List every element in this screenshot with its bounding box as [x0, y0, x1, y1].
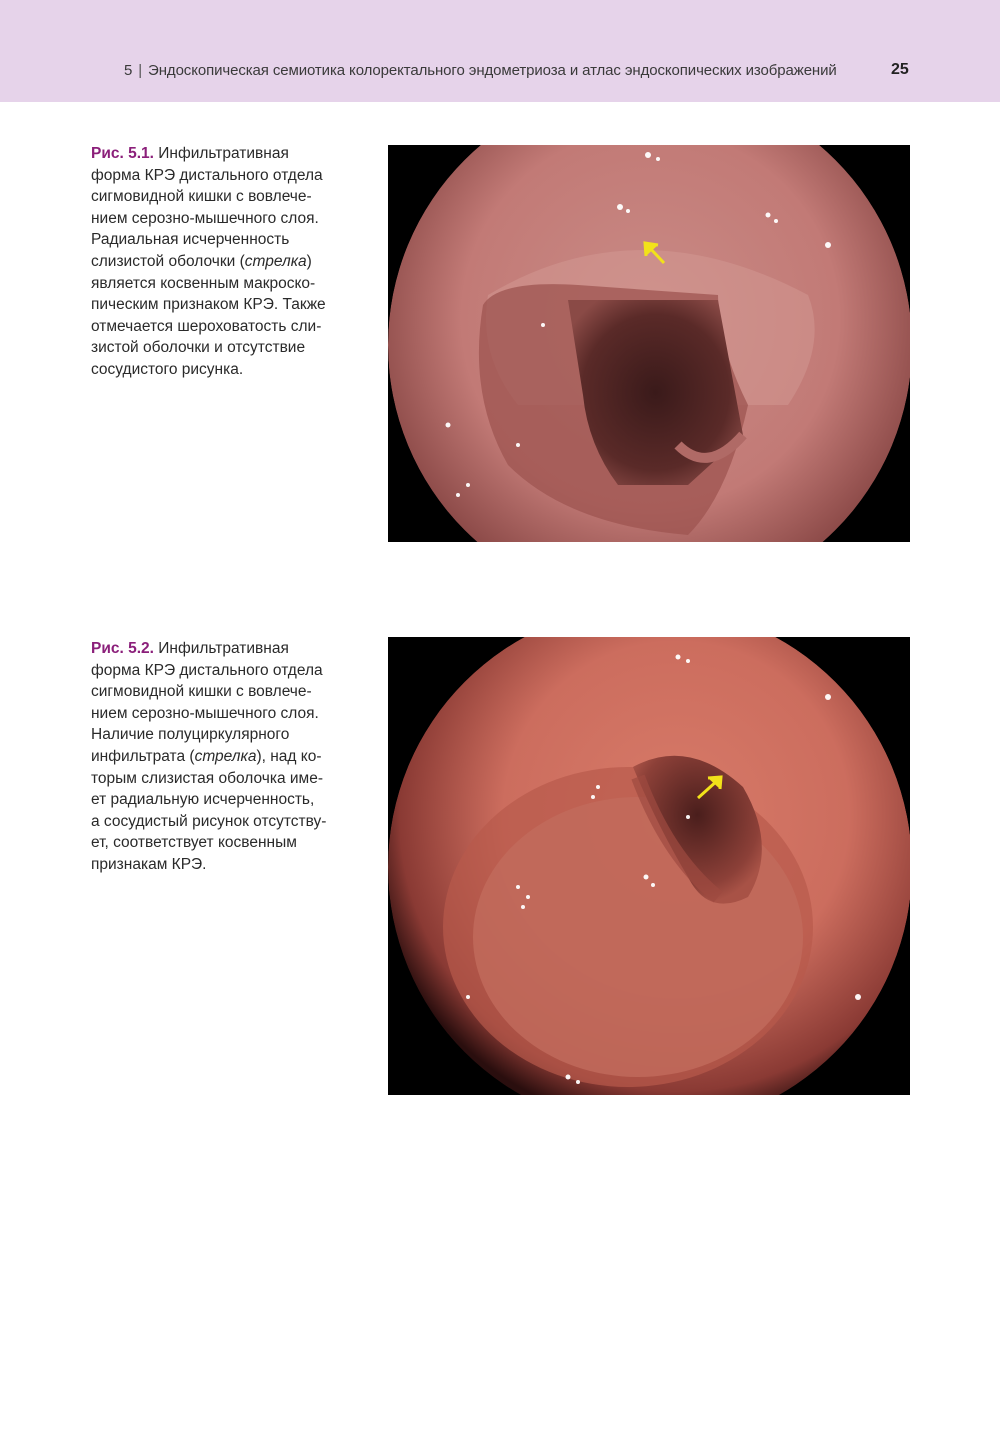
endoscopic-image-5-2 — [388, 637, 910, 1095]
caption-line: ет радиальную исчерченность, — [91, 791, 315, 809]
caption-text: Инфильтративная — [153, 640, 289, 657]
caption-line: Наличие полуциркулярного — [91, 726, 290, 744]
caption-line: форма КРЭ дистального отдела — [91, 166, 323, 184]
caption-line: нием серозно-мышечного слоя. — [91, 704, 319, 722]
caption-text: ) — [306, 252, 312, 270]
caption-line: сигмовидной кишки с вовлече- — [91, 683, 312, 701]
figure-caption-5-2 — [91, 638, 366, 876]
chapter-title: Эндоскопическая семиотика колоректального эндометриоза и атлас эндоскопических изображений — [148, 62, 837, 79]
endoscopic-image-5-1 — [388, 145, 910, 542]
caption-line: а сосудистый рисунок отсутству- — [91, 812, 327, 830]
figure-caption-5-1 — [91, 143, 366, 381]
caption-line: отмечается шероховатость сли- — [91, 317, 322, 335]
caption-line: сосудистого рисунка. — [91, 360, 244, 378]
caption-line: торым слизистая оболочка име- — [91, 769, 323, 787]
caption-line: пическим признаком КРЭ. Также — [91, 296, 326, 314]
caption-text: ), над ко- — [256, 747, 322, 765]
caption-text: инфильтрата ( — [91, 747, 195, 765]
caption-line: является косвенным макроско- — [91, 274, 316, 292]
separator: | — [138, 62, 143, 79]
caption-line: ет, соответствует косвенным — [91, 834, 297, 852]
caption-line: нием серозно-мышечного слоя. — [91, 209, 319, 227]
caption-italic: стрелка — [194, 747, 257, 765]
running-head — [124, 62, 837, 79]
caption-line: признакам КРЭ. — [91, 855, 207, 873]
caption-text: слизистой оболочки ( — [91, 252, 245, 270]
caption-line: сигмовидной кишки с вовлече- — [91, 188, 312, 206]
caption-line: форма КРЭ дистального отдела — [91, 661, 323, 679]
endoscopy-photo-illustration — [388, 637, 910, 1095]
caption-italic: стрелка — [244, 252, 307, 270]
page-header — [0, 0, 1000, 102]
caption-line: зистой оболочки и отсутствие — [91, 339, 306, 357]
caption-line: Радиальная исчерченность — [91, 231, 290, 249]
endoscopy-photo-illustration — [388, 145, 910, 542]
figure-label: Рис. 5.2. — [91, 640, 154, 657]
figure-label: Рис. 5.1. — [91, 145, 154, 162]
chapter-number: 5 — [124, 62, 133, 79]
page-number: 25 — [891, 61, 909, 78]
caption-text: Инфильтративная — [153, 145, 289, 162]
